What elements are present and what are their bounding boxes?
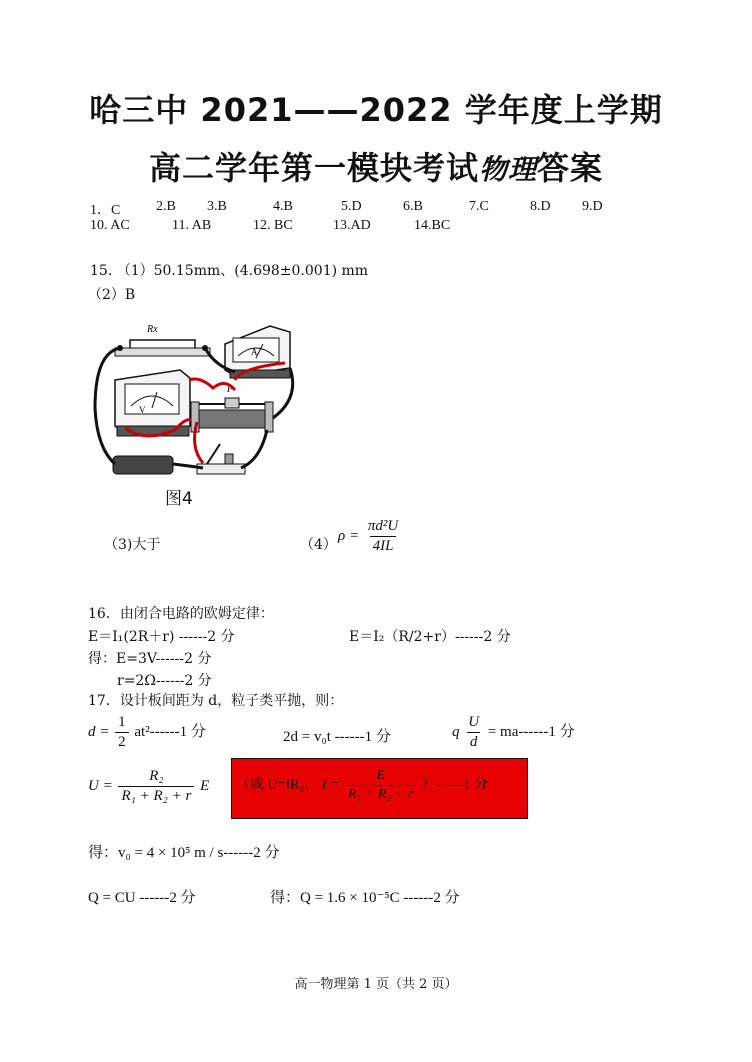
eq-q-lhs: q [452,723,460,740]
title-line-2 [0,143,752,189]
title-line-1: 哈三中 2021——2022 学年度上学期 [89,91,663,129]
q16-result-e: 得：E=3V------2 分 [88,651,212,667]
q16-eq2: E＝I₂（R/2+r）------2 分 [349,629,511,645]
mc-answer: 14.BC [414,218,451,233]
rho-lhs: ρ = [338,527,360,544]
rheostat [191,398,273,432]
eq-q-fraction [465,714,482,751]
q17-alternative [236,768,488,803]
q17-heading: 17．设计板间距为 d，粒子类平抛，则： [88,693,344,709]
q17-eq-q-cu: Q = CU ------2 分 [88,890,196,906]
mc-answer: 4.B [273,199,293,214]
q15-part3: （3)大于 [104,537,161,553]
eq-q-numerator: U [468,714,480,730]
rho-numerator: πd²U [367,518,399,534]
mc-answer: 9.D [582,199,603,214]
mc-answer: 12. BC [253,218,293,233]
voltmeter-label: V [139,405,146,415]
eq-d-rhs: at²------1 分 [134,723,206,740]
eq-d-denominator: 2 [115,732,129,751]
mc-answer: 8.D [530,199,551,214]
title-end: 答案 [537,149,604,187]
resistor-label: Rx [147,324,158,335]
resistor-rx [115,340,210,356]
q17-eq-2d: 2d = v₀t ------1 分 [283,729,391,745]
slider-label: P [227,384,233,394]
eq-u-rhs: E [200,777,210,794]
page-footer: 高一物理第 1 页（共 2 页） [294,977,458,992]
alt-i-denominator: R₁ + R₂ + r [345,785,416,803]
alt-suffix: ）------1 分 [421,777,489,793]
mc-answer: 7.C [469,199,489,214]
q16-eq1: E＝I₁(2R＋r) ------2 分 [88,629,235,645]
title-subject: 物理 [478,153,537,186]
ammeter-label: A [251,347,258,357]
battery [113,456,173,474]
eq-d-lhs: d = [88,723,110,740]
mc-answer: 1．C [90,203,121,218]
q16-result-r: r=2Ω------2 分 [117,673,212,689]
title-main: 高二学年第一模块考试 [148,149,479,187]
switch [197,444,245,474]
q15-part1: 15. （1）50.15mm、(4.698±0.001) mm [90,263,369,279]
q17-result-v0: 得：v₀ = 4 × 10⁵ m / s------2 分 [88,845,280,861]
q15-part4-label: （4） [300,537,337,553]
mc-answer: 10. AC [90,218,130,233]
figure-caption: 图4 [165,489,193,509]
mc-answer: 5.D [341,199,362,214]
circuit-figure [85,318,310,510]
eq-u-fraction [118,768,194,805]
eq-d-numerator: 1 [118,714,126,730]
q15-part2: （2）B [88,287,136,303]
alt-i-fraction [345,768,416,803]
eq-u-lhs: U = [88,777,113,794]
eq-d-fraction [115,714,129,751]
mc-answer: 2.B [156,199,176,214]
mc-answer: 3.B [207,199,227,214]
mc-answer: 13.AD [333,218,371,233]
q17-eq-q [452,714,575,751]
alt-i-numerator: E [376,768,385,783]
rho-denominator: 4IL [370,536,397,555]
eq-q-denominator: d [467,732,481,751]
q16-heading: 16．由闭合电路的欧姆定律： [88,606,274,622]
q17-eq-u [88,768,209,805]
eq-u-numerator: R₂ [149,768,164,784]
rho-fraction [365,518,401,555]
eq-u-denominator: R₁ + R₂ + r [118,786,194,805]
q17-eq-d [88,714,206,751]
ammeter [225,326,290,378]
q17-result-q: 得：Q = 1.6 × 10⁻⁵C ------2 分 [270,890,460,906]
resistivity-formula [338,518,403,555]
eq-q-rhs: = ma------1 分 [487,723,575,740]
alt-prefix: （或 U=IR₂、 [236,777,319,793]
mc-answer: 6.B [403,199,423,214]
alt-i-lhs: I = [321,777,340,793]
mc-answer: 11. AB [172,218,212,233]
